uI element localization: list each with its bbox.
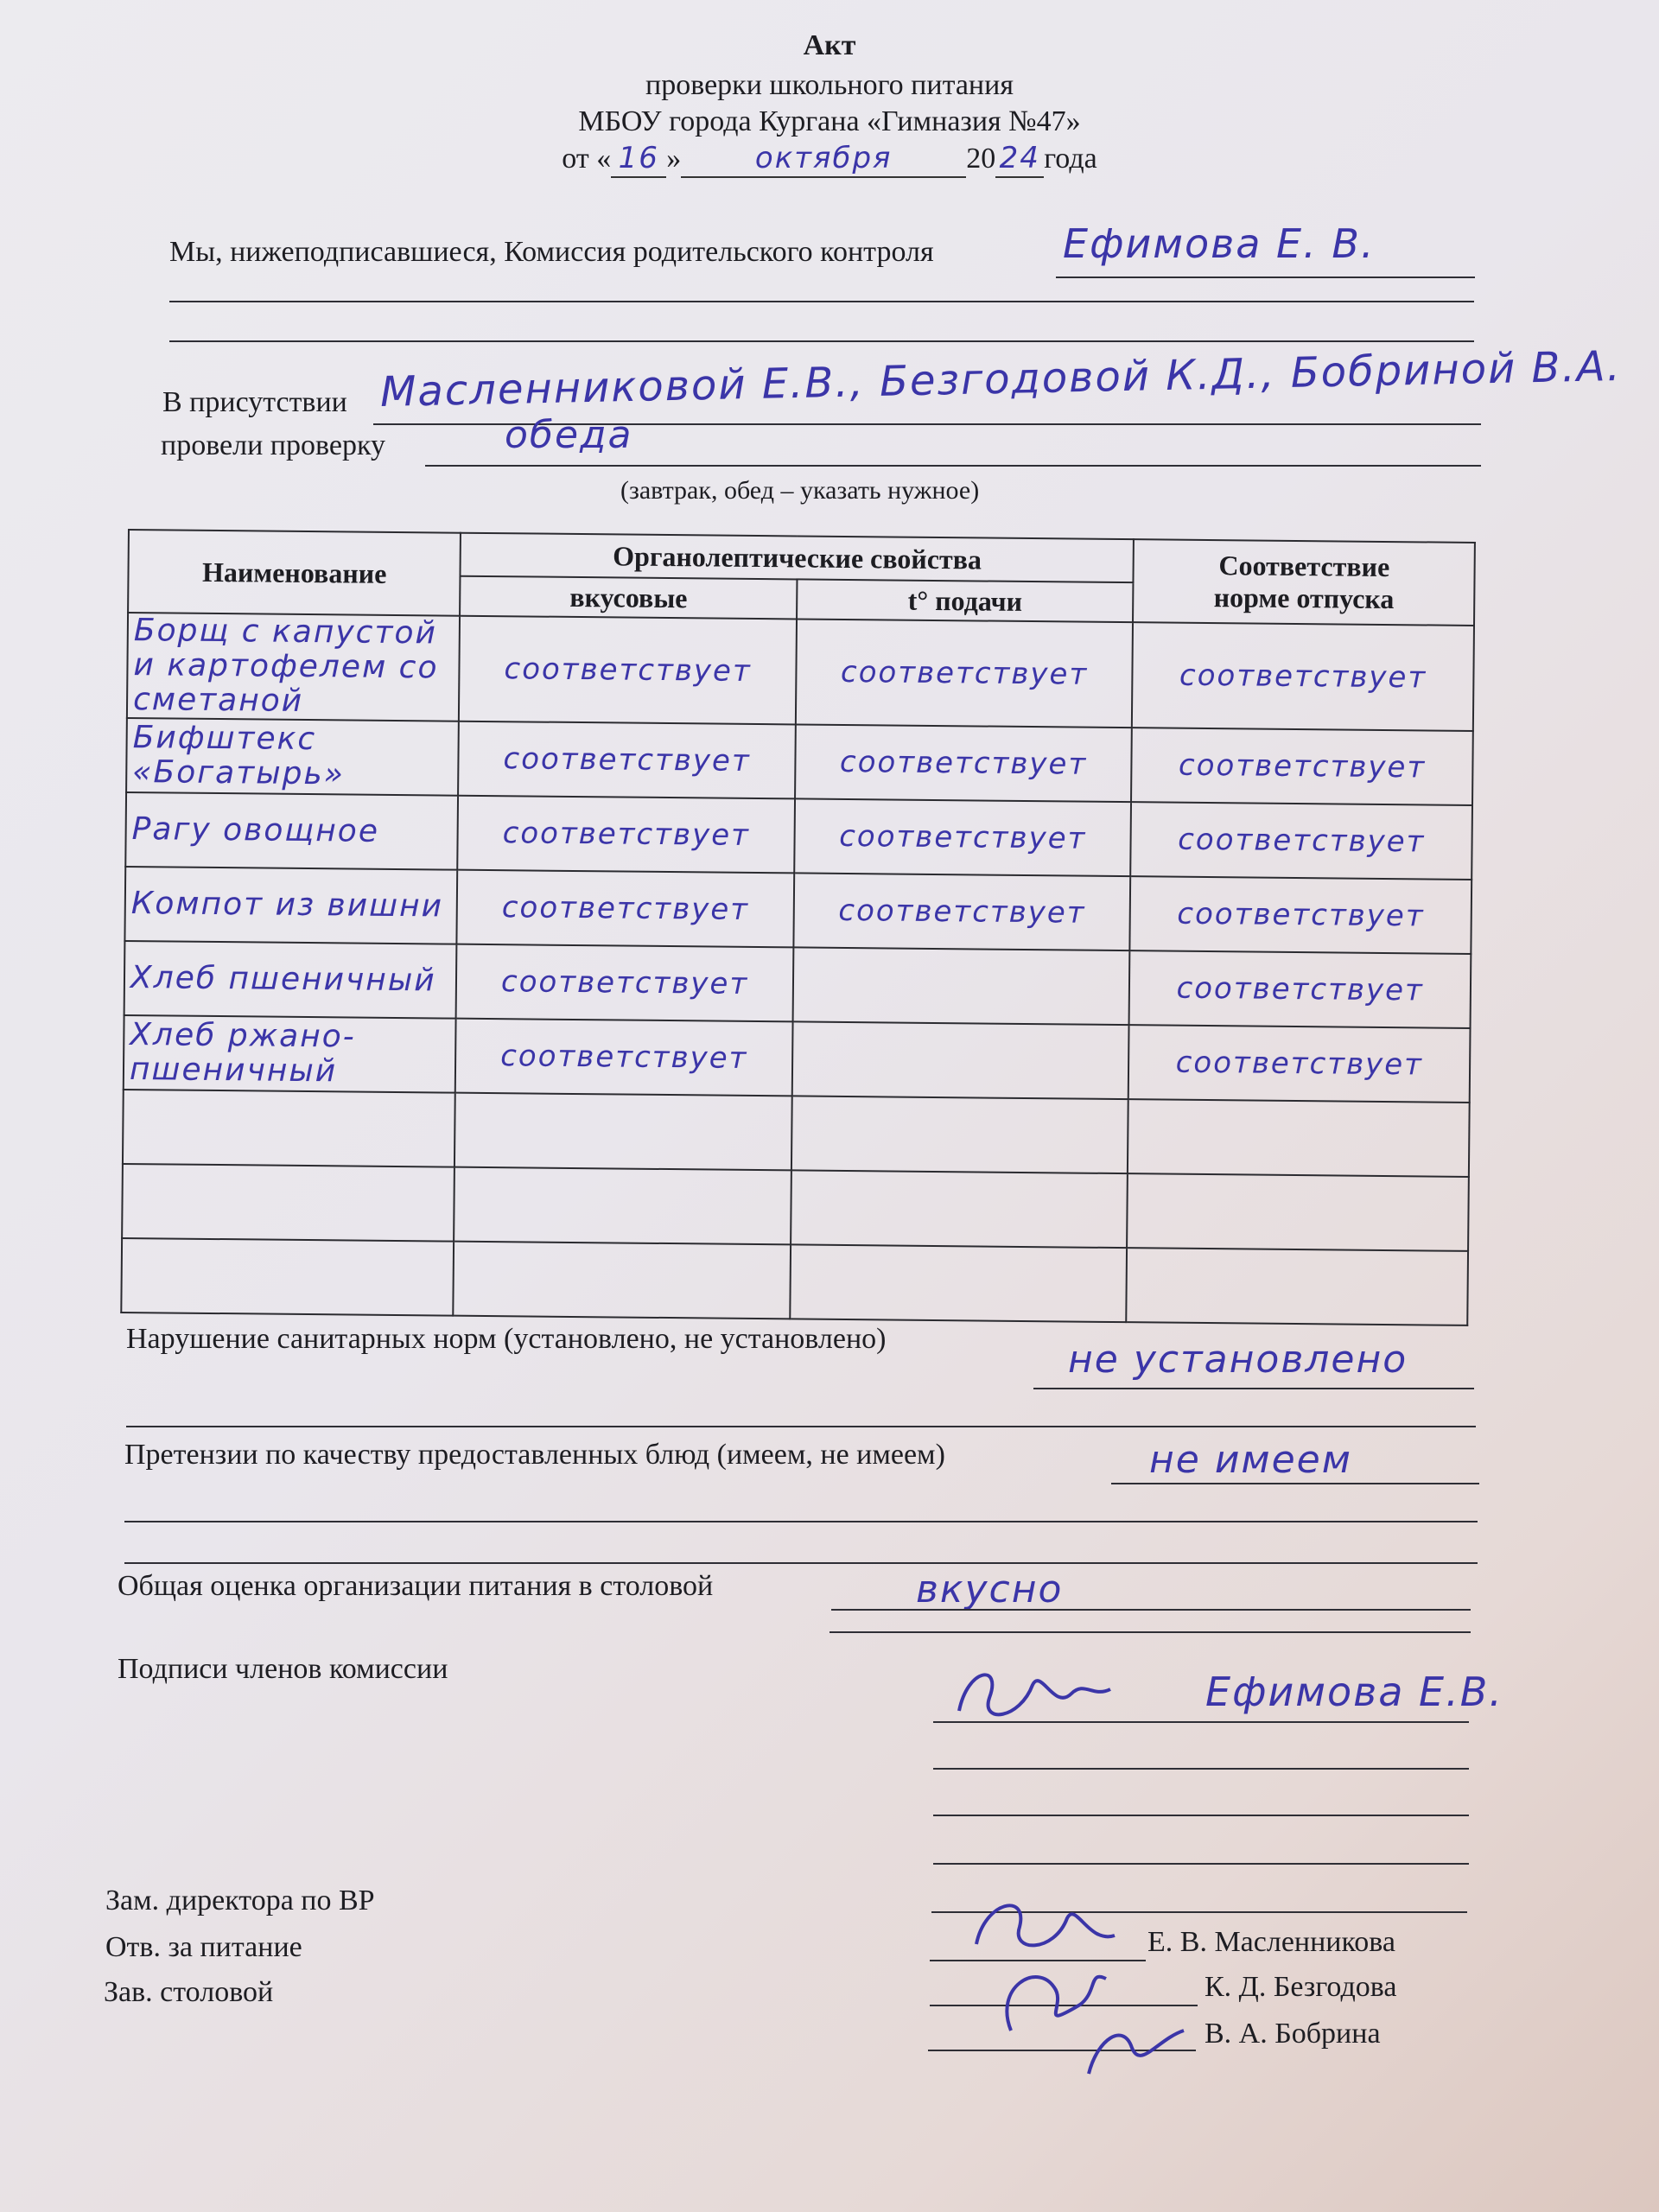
temperature-value: соответствует [838,818,1087,856]
signature-line-4 [933,1863,1469,1865]
overall-underline [831,1609,1471,1611]
taste-value: соответствует [502,816,751,853]
commission-underline [1056,276,1475,278]
taste-value: соответствует [501,890,750,927]
compliance-cell [1132,622,1474,731]
compliance-value: соответствует [1175,1045,1424,1083]
compliance-cell [1127,1248,1468,1325]
staff-role: Отв. за питание [105,1931,302,1963]
inspection-hint: (завтрак, обед – указать нужное) [620,476,980,505]
claims-label: Претензии по качеству предоставленных блюд (имеем, не имеем) [124,1439,945,1471]
table-row [121,1238,1468,1325]
table-row [127,613,1474,731]
inspection-table [120,529,1476,1326]
temperature-cell [792,947,1129,1025]
dish-name: Борщ с капустой и картофелем со сметаной [127,613,461,721]
table-row [125,792,1472,880]
temperature-cell [796,619,1134,728]
temperature-cell [790,1244,1127,1322]
table-row [124,867,1471,954]
commission-label: Мы, нижеподписавшиеся, Комиссия родительского контроля [169,236,934,268]
dish-name: Рагу овощное [125,792,458,870]
temperature-value: соответствует [839,744,1088,782]
staff-name: К. Д. Безгодова [1205,1971,1397,2003]
compliance-cell [1128,1025,1470,1103]
document-subtitle: проверки школьного питания [645,69,1014,101]
commission-member-name: Ефимова Е.В. [1205,1669,1503,1715]
presence-label: В присутствии [162,386,347,418]
header-taste: вкусовые [460,576,797,620]
claims-value: не имеем [1149,1438,1352,1482]
commission-line-2 [169,301,1474,302]
violations-underline [1033,1388,1474,1389]
taste-cell [458,721,795,799]
dish-name [121,1238,454,1316]
staff-role: Зав. столовой [104,1976,274,2008]
compliance-value: соответствует [1179,658,1427,696]
claims-underline [1111,1483,1479,1484]
header-organoleptic: Органолептические свойства [461,533,1135,582]
temperature-cell [791,1170,1128,1248]
temperature-value: соответствует [838,893,1086,931]
date-prefix: от « [562,143,612,175]
taste-value: соответствует [504,652,752,689]
temperature-cell [793,873,1130,950]
taste-cell [459,616,797,725]
compliance-cell [1131,728,1472,805]
taste-cell [458,796,795,874]
temperature-cell [792,1021,1129,1099]
presence-names: Масленниковой Е.В., Безгодовой К.Д., Бобриной В.А. [379,341,1623,416]
staff-name: В. А. Бобрина [1205,2018,1381,2050]
compliance-value: соответствует [1176,970,1424,1008]
signature-line-3 [933,1815,1469,1816]
compliance-cell [1128,1173,1469,1251]
claims-line-2 [124,1521,1478,1522]
compliance-value: соответствует [1178,747,1427,785]
commission-signature-scribble [950,1659,1123,1737]
dish-name [123,1090,455,1167]
taste-cell [454,1167,791,1245]
staff-name: Е. В. Масленникова [1147,1926,1395,1958]
overall-value: вкусно [916,1567,1064,1611]
inspection-value: обеда [505,413,633,457]
staff-role: Зам. директора по ВР [105,1885,375,1916]
taste-value: соответствует [503,741,751,779]
date-day: 16 [611,140,666,178]
dish-name: Хлеб ржано-пшеничный [124,1015,456,1093]
dish-name [122,1164,454,1242]
document-date [0,140,1659,178]
temperature-cell [794,798,1131,876]
violations-line-2 [126,1426,1476,1427]
header-name: Наименование [128,530,461,616]
document-title: Акт [803,29,856,61]
table-header-row-1 [129,530,1475,586]
inspection-label: провели проверку [161,429,385,461]
table-row [126,718,1473,805]
date-month: октября [681,140,966,178]
taste-cell [457,870,794,948]
compliance-value: соответствует [1178,822,1426,860]
staff-signatures-scribble [959,1875,1218,2082]
inspection-underline [425,465,1481,467]
table-row [124,941,1471,1028]
signature-line-2 [933,1768,1469,1770]
taste-value: соответствует [500,964,749,1001]
overall-line-2 [830,1631,1471,1633]
compliance-value: соответствует [1177,896,1425,934]
compliance-cell [1131,802,1472,880]
taste-cell [455,1019,792,1096]
taste-cell [454,1242,791,1319]
date-year: 24 [995,140,1044,178]
header-temperature: t° подачи [797,579,1134,622]
header-compliance [1133,539,1474,626]
dish-name: Компот из вишни [124,867,457,944]
temperature-cell [795,724,1132,802]
compliance-cell [1128,1099,1469,1177]
date-mid: » [666,143,682,175]
temperature-value: соответствует [840,654,1089,692]
overall-label: Общая оценка организации питания в столовой [118,1570,714,1602]
violations-value: не установлено [1068,1338,1408,1382]
claims-line-3 [124,1562,1478,1564]
taste-value: соответствует [500,1039,748,1076]
date-year-prefix: 20 [966,143,996,175]
taste-cell [454,1093,791,1171]
taste-cell [456,944,793,1022]
date-suffix: года [1044,143,1097,175]
signatures-label: Подписи членов комиссии [118,1653,448,1685]
table-row [124,1015,1471,1103]
compliance-cell [1129,950,1471,1028]
temperature-cell [791,1096,1128,1173]
signature-line-1 [933,1721,1469,1723]
violations-label: Нарушение санитарных норм (установлено, не установлено) [126,1323,887,1355]
dish-name: Бифштекс «Богатырь» [126,718,459,796]
commission-name: Ефимова Е. В. [1063,220,1376,267]
table-row [122,1164,1469,1251]
school-name: МБОУ города Кургана «Гимназия №47» [578,105,1081,137]
dish-name: Хлеб пшеничный [124,941,457,1019]
commission-line-3 [169,340,1474,342]
table-row [123,1090,1470,1177]
header-compliance-line1: Соответствие [1218,550,1390,583]
header-compliance-line2: норме отпуска [1213,582,1395,615]
compliance-cell [1130,876,1471,954]
